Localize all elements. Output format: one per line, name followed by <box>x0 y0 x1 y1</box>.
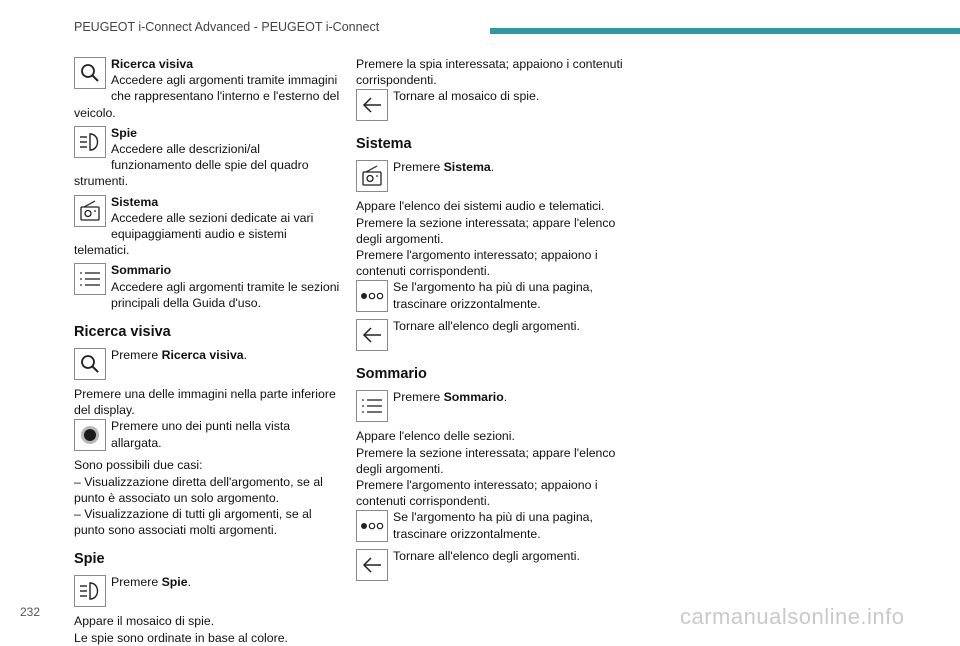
page-dots-icon <box>356 280 388 312</box>
paragraph: Appare l'elenco dei sistemi audio e telematici. <box>356 199 605 214</box>
left-column <box>74 56 342 646</box>
paragraph: Sono possibili due casi: <box>74 458 203 473</box>
sommario-pages: Se l'argomento ha più di una pagina, trascinare orizzontalmente. <box>356 509 634 544</box>
intro-title: Spie <box>111 125 137 140</box>
intro-title: Ricerca visiva <box>111 57 194 71</box>
list-icon <box>74 263 106 295</box>
magnifier-icon <box>74 348 106 380</box>
list-icon <box>356 390 388 422</box>
right-column <box>356 56 634 587</box>
paragraph: Premere la sezione interessata; appare l'elenco degli argomenti. <box>356 445 616 476</box>
section-heading-spie: Spie <box>74 551 105 568</box>
sommario-back: Tornare all'elenco degli argomenti. <box>356 548 634 583</box>
sistema-pages: Se l'argomento ha più di una pagina, trascinare orizzontalmente. <box>356 279 634 314</box>
intro-item-ricerca <box>74 56 342 121</box>
hotspot-dot-icon <box>74 419 106 451</box>
paragraph: Le spie sono ordinate in base al colore. <box>74 630 288 645</box>
press-target: Sommario <box>443 390 504 405</box>
radio-icon <box>74 195 106 227</box>
sistema-back: Tornare all'elenco degli argomenti. <box>356 318 634 353</box>
page-number: 232 <box>20 605 41 619</box>
paragraph: Appare il mosaico di spie. <box>74 614 215 629</box>
section-heading-ricerca: Ricerca visiva <box>74 324 171 341</box>
paragraph: Premere l'argomento interessato; appaiono i contenuti corrispondenti. <box>356 478 598 509</box>
back-arrow-icon <box>356 319 388 351</box>
intro-item-sistema <box>74 194 342 259</box>
back-arrow-icon <box>356 549 388 581</box>
press-target: Spie <box>161 575 188 590</box>
spie-press: Premere Spie. <box>74 574 342 609</box>
watermark: carmanualsonline.info <box>680 604 905 629</box>
page-dots-icon <box>356 510 388 542</box>
radio-icon <box>356 160 388 192</box>
sommario-press: Premere Sommario. <box>356 389 634 424</box>
page-header-title: PEUGEOT i-Connect Advanced - PEUGEOT i-Connect <box>74 20 380 34</box>
intro-text: Accedere alle sezioni dedicate ai vari equipaggiamenti audio e sistemi telematici. <box>74 210 314 258</box>
intro-text: Accedere agli argomenti tramite immagini che rappresentano l'interno e l'esterno del veicolo. <box>74 73 340 120</box>
intro-item-sommario <box>74 262 342 311</box>
intro-title: Sommario <box>111 263 172 278</box>
paragraph: Premere la sezione interessata; appare l'elenco degli argomenti. <box>356 215 616 246</box>
ricerca-dot: Premere uno dei punti nella vista allargata. <box>74 418 342 453</box>
paragraph: Premere l'argomento interessato; appaiono i contenuti corrispondenti. <box>356 248 598 279</box>
paragraph: – Visualizzazione diretta dell'argomento, se al punto è associato un solo argomento. <box>74 474 323 505</box>
paragraph: Premere la spia interessata; appaiono i contenuti corrispondenti. <box>356 57 623 88</box>
ricerca-press: Premere Ricerca visiva. <box>74 347 342 382</box>
intro-item-spie <box>74 125 342 190</box>
press-target: Sistema <box>443 160 491 175</box>
paragraph: Appare l'elenco delle sezioni. <box>356 429 515 444</box>
sistema-press: Premere Sistema. <box>356 159 634 194</box>
back-arrow-icon <box>356 89 388 121</box>
section-heading-sommario: Sommario <box>356 366 427 383</box>
warning-lights-icon <box>74 575 106 607</box>
warning-lights-icon <box>74 126 106 158</box>
intro-title: Sistema <box>111 194 159 209</box>
magnifier-icon <box>74 57 106 89</box>
header-accent-bar <box>490 28 960 34</box>
spie-back: Tornare al mosaico di spie. <box>356 88 634 123</box>
press-target: Ricerca visiva <box>161 348 244 363</box>
section-heading-sistema: Sistema <box>356 136 412 153</box>
intro-text: Accedere alle descrizioni/al funzionamento delle spie del quadro strumenti. <box>74 142 309 189</box>
paragraph: – Visualizzazione di tutti gli argomenti, se al punto sono associati molti argomenti. <box>74 507 312 538</box>
intro-text: Accedere agli argomenti tramite le sezioni principali della Guida d'uso. <box>111 279 340 310</box>
paragraph: Premere una delle immagini nella parte inferiore del display. <box>74 387 336 418</box>
